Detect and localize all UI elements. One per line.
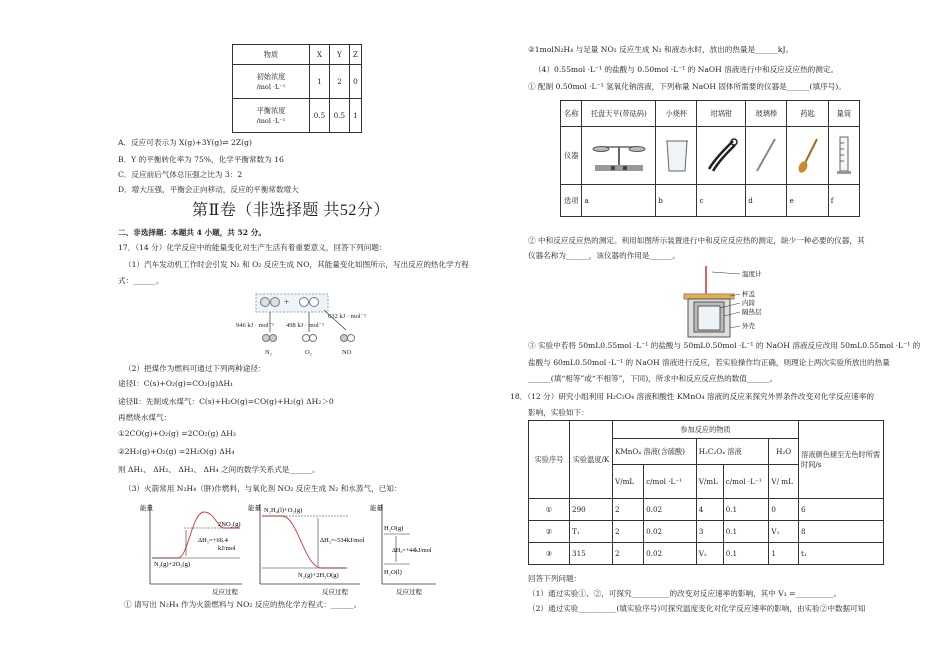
- table-cell: T₁: [570, 521, 613, 543]
- plus-sign: +: [284, 297, 290, 307]
- option-a: A．反应可表示为 X(g)+3Y(g)⇌ 2Z(g): [118, 138, 252, 147]
- q17-part4-3b: 盐酸与 60mL0.50mol ·L⁻¹ 的 NaOH 溶液进行反应，若实验操作均正确，则理论上两次实验所放出的热量: [528, 358, 890, 367]
- label-thermometer: 温度计: [742, 271, 762, 278]
- table-cell: 1: [349, 99, 361, 133]
- col-header-vh2o: V/ mL: [769, 465, 799, 499]
- table-cell: 0.5: [329, 99, 349, 133]
- table-cell: 0.02: [644, 543, 697, 565]
- table-header: Y: [329, 45, 349, 65]
- table-cell: 0.02: [644, 521, 697, 543]
- col-header-temp: 实验温度/K: [570, 421, 613, 499]
- q18-answer-1: （1）通过实验①、②，可探究__________的改变对反应速率的影响，其中 V₁ =__________。: [528, 589, 842, 598]
- table-cell: 315: [570, 543, 613, 565]
- label-no: NO: [342, 349, 352, 356]
- option-letter: f: [828, 185, 859, 217]
- col-header-h2o: H₂O: [769, 439, 799, 465]
- option-b: B．Y 的平衡转化率为 75%，化学平衡常数为 16: [118, 155, 284, 164]
- graph2-dh: ΔH₂=-534kJ/mol: [320, 537, 365, 544]
- table-cell: 1: [769, 543, 799, 565]
- calorimeter-diagram: [676, 264, 786, 340]
- answer-intro: 回答下列问题：: [528, 574, 582, 583]
- balance-image: [582, 127, 656, 185]
- col-header-c2: c/mol ·L⁻¹: [723, 465, 769, 499]
- graph1-unit: kJ/mol: [218, 545, 236, 552]
- row-label: 初始浓度 /mol ·L⁻¹: [233, 65, 310, 99]
- q17-part1: （1）汽车发动机工作时会引发 N₂ 和 O₂ 反应生成 NO，其能量变化如图所示，写出反应的热化学方程: [124, 260, 469, 269]
- graph3-bottom-label: H₂O(l): [384, 569, 402, 576]
- graph1-dh: ΔH₁=+66.4: [198, 537, 228, 544]
- col-header-h2c2o4: H₂C₂O₄ 溶液: [696, 439, 769, 465]
- table-cell: 2: [613, 543, 644, 565]
- table-cell: t₁: [799, 543, 884, 565]
- instrument-name: 量筒: [828, 101, 859, 127]
- energy-graph-1: [140, 503, 242, 596]
- instrument-name: 小烧杯: [656, 101, 697, 127]
- table-cell: 0.02: [644, 499, 697, 521]
- equation-2: ②2H₂(g)+O₂(g) =2H₂O(g) ΔH₄: [118, 447, 235, 456]
- q17-part4: （4）0.55mol ·L⁻¹ 的盐酸与 0.50mol ·L⁻¹ 的 NaOH 溶液进行中和反应反应热的测定。: [534, 65, 839, 74]
- relation-question: 则 ΔH₁、 ΔH₂、 ΔH₃、 ΔH₄ 之间的数学关系式是______。: [118, 465, 320, 474]
- experiment-table: [528, 420, 884, 565]
- q17-part4-2a: ② 中和反应反应热的测定。利用如图所示装置进行中和反应反应热的测定，缺少一种必要的仪器，其: [528, 236, 865, 245]
- label-outer-shell: 外壳: [742, 323, 755, 330]
- o-atom: [310, 298, 319, 307]
- table-cell: 0.1: [723, 543, 769, 565]
- col-header-c: c/mol ·L⁻¹: [644, 465, 697, 499]
- instrument-name: 托盘天平(带砝码): [582, 101, 656, 127]
- o2-molecule: [310, 335, 317, 342]
- path-2b: 再燃烧水煤气：: [118, 413, 172, 422]
- graph2-top-label: N₂H₄(l)+O₂(g): [264, 507, 303, 514]
- q17-part4-3a: ③ 实验中若将 50mL0.55mol ·L⁻¹ 的盐酸与 50mL0.50mol ·L⁻¹ 的 NaOH 溶液反应改用 50mL0.55mol ·L⁻¹ 的: [528, 341, 921, 350]
- q17-part1-answer: 式：______。: [118, 276, 164, 285]
- option-letter: b: [656, 185, 697, 217]
- table-header: Z: [349, 45, 361, 65]
- n2-molecule: [270, 335, 277, 342]
- table-cell: 1: [310, 65, 330, 99]
- section-title: 第Ⅱ卷（非选择题 共52分）: [192, 202, 390, 219]
- table-cell: 2: [613, 521, 644, 543]
- table-cell: 8: [799, 521, 884, 543]
- table-cell: ①: [529, 499, 570, 521]
- col-header-v2: V/mL: [696, 465, 723, 499]
- graph1-top-label: 2NO₂(g): [218, 521, 241, 528]
- table-cell: 2: [329, 65, 349, 99]
- x-axis-label: 反应过程: [396, 589, 422, 596]
- no-molecule: [348, 335, 355, 342]
- n-atom: [271, 298, 280, 307]
- table-cell: ③: [529, 543, 570, 565]
- table-header: 物质: [233, 45, 310, 65]
- q18-intro-2: 影响，实验如下：: [528, 408, 589, 417]
- table-cell: 4: [696, 499, 723, 521]
- bond-energy-no: 632 kJ · mol⁻¹: [328, 313, 367, 320]
- label-inner-cup: 内筒: [742, 300, 755, 307]
- q17-part4-2b: 仪器名称为______，该仪器的作用是______。: [528, 251, 680, 260]
- row-label: 平衡浓度 /mol ·L⁻¹: [233, 99, 310, 133]
- table-cell: V₂: [696, 543, 723, 565]
- n-atom: [261, 298, 270, 307]
- graph1-bottom-label: N₂(g)+2O₂(g): [154, 561, 190, 568]
- energy-graph-2: [248, 503, 365, 596]
- spatula-image: [787, 127, 828, 185]
- bond-energy-o2: 498 kJ · mol⁻¹: [286, 322, 325, 329]
- row-header: 名称: [561, 101, 582, 127]
- option-letter: c: [697, 185, 746, 217]
- table-cell: 0.5: [310, 99, 330, 133]
- table-cell: 0.1: [723, 521, 769, 543]
- table-header: X: [310, 45, 330, 65]
- table-cell: 290: [570, 499, 613, 521]
- label-cup-lid: 杯盖: [742, 291, 755, 298]
- label-insulation: 隔热层: [742, 309, 762, 316]
- table-cell: 0.1: [723, 499, 769, 521]
- table-cell: 2: [613, 499, 644, 521]
- q17-part4-1: ① 配制 0.50mol ·L⁻¹ 氢氧化钠溶液，下列称量 NaOH 固体所需要的仪器是______(填序号)。: [528, 82, 846, 91]
- table-cell: 3: [696, 521, 723, 543]
- option-letter: e: [787, 185, 828, 217]
- row-header: 选项: [561, 185, 582, 217]
- graduated-cylinder-image: [828, 127, 859, 185]
- energy-graph-3: [370, 503, 436, 596]
- y-axis-label: 能量: [140, 505, 153, 512]
- energy-graphs: [138, 498, 438, 596]
- instrument-name: 药匙: [787, 101, 828, 127]
- x-axis-label: 反应过程: [212, 589, 238, 596]
- q17-part4-3c: ______(填“相等”或“不相等”，下同)，所求中和反应反应热的数值______。: [528, 374, 778, 383]
- bond-energy-diagram: [232, 290, 382, 362]
- x-axis-label: 反应过程: [322, 589, 348, 596]
- table-cell: 0: [349, 65, 361, 99]
- no-molecule: [341, 335, 348, 342]
- option-letter: d: [746, 185, 787, 217]
- equilibrium-table: [232, 44, 362, 133]
- equation-1: ①2CO(g)+O₂(g) =2CO₂(g) ΔH₃: [118, 429, 236, 438]
- o-atom: [300, 298, 309, 307]
- path-1: 途径Ⅰ：C(s)+O₂(g)=CO₂(g)ΔH₁: [118, 379, 234, 388]
- q17-part3-a: ① 请写出 N₂H₄ 作为火箭燃料与 NO₂ 反应的热化学方程式：______。: [124, 600, 362, 609]
- q17-intro: 17．（14 分）化学反应中的能量变化对生产生活有着重要意义，回答下列问题：: [118, 243, 387, 252]
- crucible-tongs-image: [697, 127, 746, 185]
- table-cell: 6: [799, 499, 884, 521]
- label-n2: N₂: [265, 349, 272, 356]
- table-cell: 0: [769, 499, 799, 521]
- q17-part3: （3）火箭常用 N₂H₄（肼)作燃料，与氧化剂 NO₂ 反应生成 N₂ 和水蒸气，已知：: [124, 484, 402, 493]
- instrument-name: 玻璃棒: [746, 101, 787, 127]
- y-axis-label: 能量: [370, 505, 383, 512]
- table-cell: V₁: [769, 521, 799, 543]
- glass-rod-image: [746, 127, 787, 185]
- beaker-image: [656, 127, 697, 185]
- path-2: 途径Ⅱ：先制成水煤气：C(s)+H₂O(g)=CO(g)+H₂(g) ΔH₂＞0: [118, 397, 334, 406]
- bond-energy-n2: 946 kJ · mol⁻¹: [236, 322, 275, 329]
- y-axis-label: 能量: [248, 505, 261, 512]
- section-note: 二、非选择题：本题共 4 小题，共 52 分。: [118, 228, 266, 237]
- label-o2: O₂: [305, 349, 312, 356]
- q17-part2: （2）把煤作为燃料可通过下列两种途径：: [124, 364, 266, 373]
- col-header-seq: 实验序号: [529, 421, 570, 499]
- col-header-v: V/mL: [613, 465, 644, 499]
- r-line1: ②1molN₂H₄ 与足量 NO₂ 反应生成 N₂ 和液态水时，放出的热量是______kJ。: [528, 45, 794, 54]
- instrument-name: 坩埚钳: [697, 101, 746, 127]
- o2-molecule: [303, 335, 310, 342]
- option-letter: a: [582, 185, 656, 217]
- instrument-table: [560, 100, 860, 217]
- col-header-group: 参加反应的物质: [613, 421, 799, 439]
- graph3-dh: ΔH₃=+44kJ/mol: [392, 548, 432, 554]
- graph3-top-label: H₂O(g): [384, 525, 404, 532]
- col-header-time: 溶液颜色褪至无色时所需时间/s: [799, 421, 884, 499]
- n2-molecule: [263, 335, 270, 342]
- row-header: 仪器: [561, 127, 582, 185]
- option-c: C．反应前后气体总压强之比为 3：2: [118, 170, 243, 179]
- q18-answer-2: （2）通过实验__________(填实验序号)可探究温度变化对化学反应速率的影响，由实验②中数据可知: [528, 604, 866, 613]
- col-header-kmno4: KMnO₄ 溶液(含硫酸): [613, 439, 697, 465]
- q18-intro: 18．（12 分）研究小组利用 H₂C₂O₄ 溶液和酸性 KMnO₄ 溶液的反应来探究外界条件改变对化学反应速率的: [510, 392, 874, 401]
- option-d: D．增大压强，平衡会正向移动，反应的平衡常数增大: [118, 185, 299, 194]
- graph2-bottom-label: N₂(g)+2H₂O(g): [298, 572, 339, 579]
- table-cell: ②: [529, 521, 570, 543]
